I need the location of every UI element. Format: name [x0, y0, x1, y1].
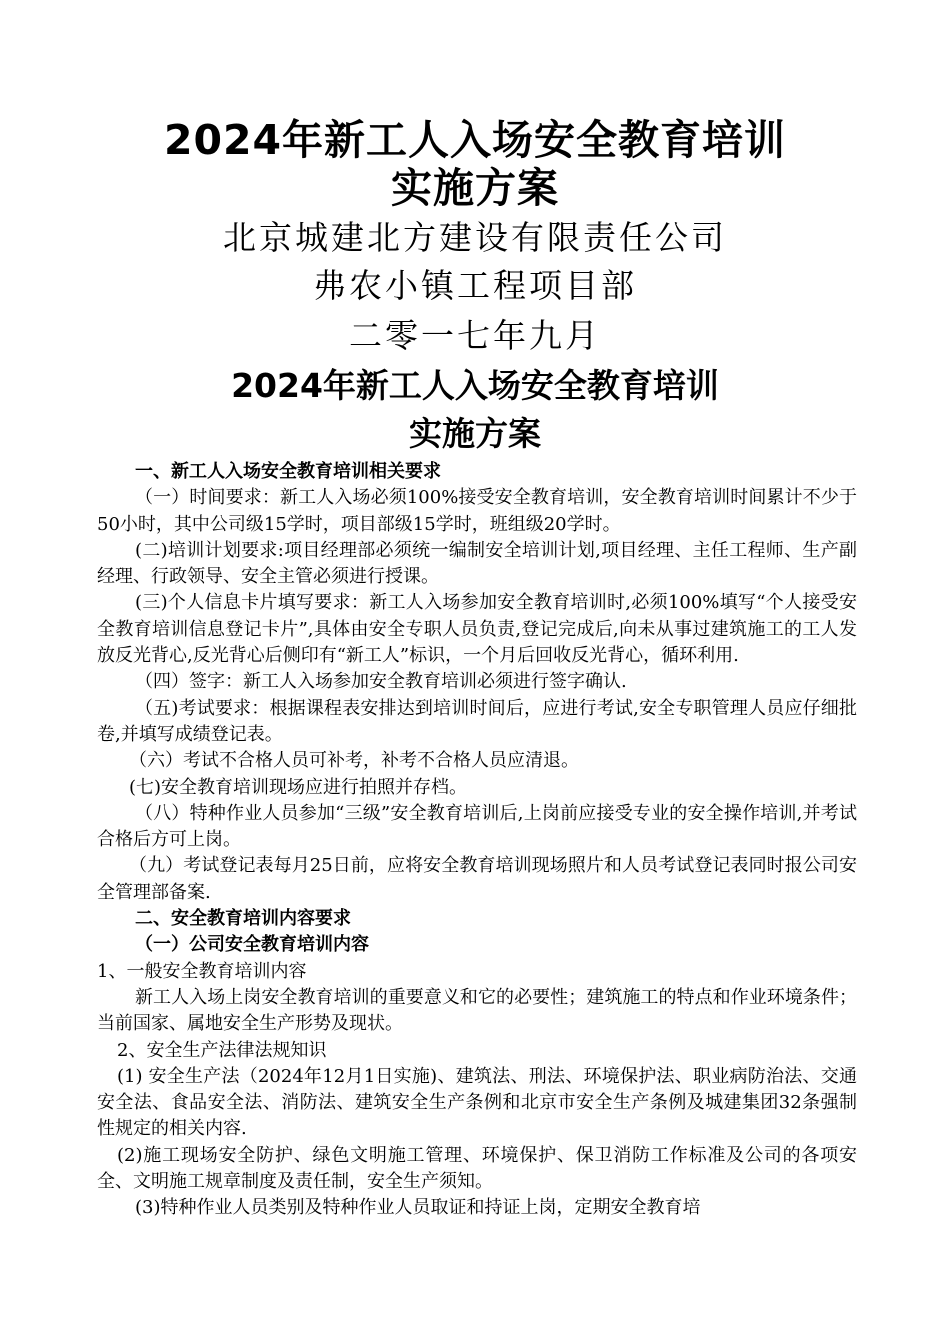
doc-title-line2: 实施方案 [409, 414, 541, 453]
item-1-text: 新工人入场上岗安全教育培训的重要意义和它的必要性；建筑施工的特点和作业环境条件；当前国家、属地安全生产形势及现状。 [97, 986, 857, 1035]
section-2-heading: 二、安全教育培训内容要求 [135, 908, 351, 930]
paragraph-signature: （四）签字：新工人入场参加安全教育培训必须进行签字确认. [135, 671, 627, 693]
paragraph-photo: (七)安全教育培训现场应进行拍照并存档。 [129, 776, 468, 798]
paragraph-registration: （九）考试登记表每月25日前，应将安全教育培训现场照片和人员考试登记表同时报公司安全管理部备案. [97, 855, 857, 903]
section-1-heading: 一、新工人入场安全教育培训相关要求 [135, 461, 441, 482]
cover-company: 北京城建北方建设有限责任公司 [223, 218, 727, 257]
paragraph-retake: （六）考试不合格人员可补考，补考不合格人员应清退。 [129, 750, 579, 772]
paragraph-info-card: (三)个人信息卡片填写要求：新工人入场参加安全教育培训时,必须100%填写“个人接受安全教育培训信息登记卡片”,具体由安全专职人员负责,登记完成后,向未从事过建筑施工的工人发放反光背心,反光背心后侧印有“新工人”标识，一个月后回收反光背心，循环利用. [97, 592, 857, 667]
item-2-paragraph-3: (3)特种作业人员类别及特种作业人员取证和持证上岗，定期安全教育培 [135, 1197, 701, 1219]
item-2-heading: 2、安全生产法律法规知识 [117, 1039, 327, 1061]
paragraph-exam: （五)考试要求：根据课程表安排达到培训时间后，应进行考试,安全专职管理人员应仔细批卷,并填写成绩登记表。 [97, 697, 857, 745]
paragraph-special-workers: （八）特种作业人员参加“三级”安全教育培训后,上岗前应接受专业的安全操作培训,并考试合格后方可上岗。 [97, 802, 857, 851]
document-body [97, 459, 857, 1222]
paragraph-time-requirement: （一）时间要求：新工人入场必须100%接受安全教育培训，安全教育培训时间累计不少于50小时，其中公司级15学时，项目部级15学时，班组级20学时。 [97, 487, 857, 535]
cover-project: 弗农小镇工程项目部 [313, 266, 637, 305]
cover-title-line2: 实施方案 [391, 164, 559, 212]
doc-title-line1: 2024年新工人入场安全教育培训 [231, 366, 719, 405]
item-1-heading: 1、一般安全教育培训内容 [97, 960, 307, 982]
item-2-paragraph-2: (2)施工现场安全防护、绿色文明施工管理、环境保护、保卫消防工作标准及公司的各项安全、文明施工规章制度及责任制，安全生产须知。 [97, 1144, 857, 1193]
cover-title-line1: 2024年新工人入场安全教育培训 [163, 116, 787, 164]
cover-date: 二零一七年九月 [349, 316, 601, 355]
section-2-subheading: （一）公司安全教育培训内容 [135, 934, 369, 956]
item-2-paragraph-1: (1) 安全生产法（2024年12月1日实施)、建筑法、刑法、环境保护法、职业病防治法、交通安全法、食品安全法、消防法、建筑安全生产条例和北京市安全生产条例及城建集团32条强制性规定的相关内容. [97, 1065, 857, 1140]
paragraph-training-plan: (二)培训计划要求:项目经理部必须统一编制安全培训计划,项目经理、主任工程师、生产副经理、行政领导、安全主管必须进行授课。 [97, 539, 857, 588]
